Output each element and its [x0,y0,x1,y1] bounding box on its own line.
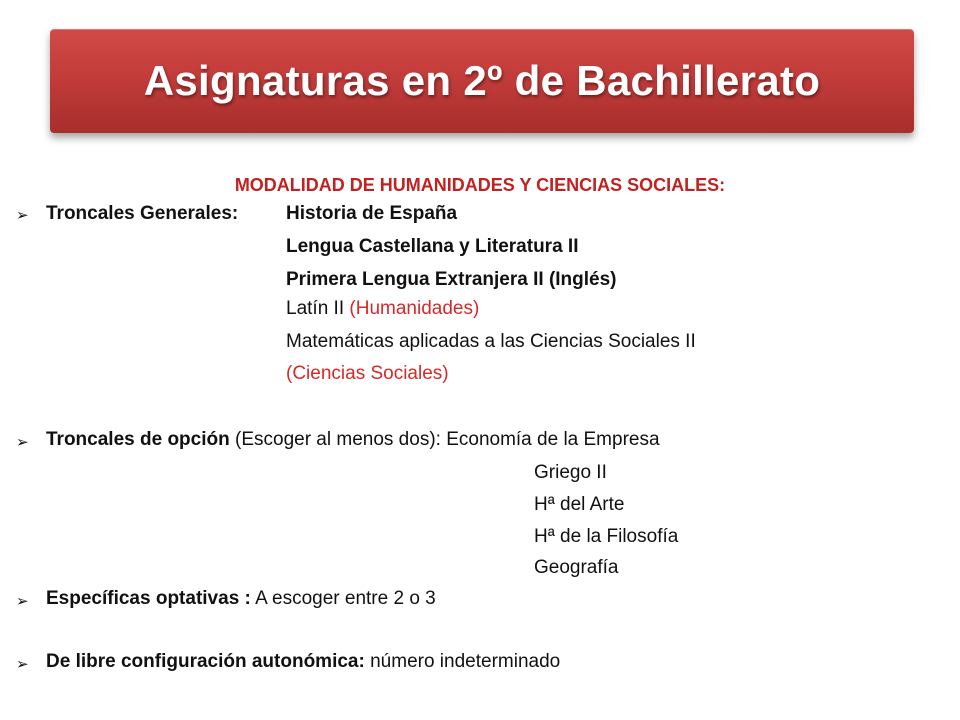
slide-title: Asignaturas en 2º de Bachillerato [143,57,821,104]
option-geografia: Geografía [534,557,619,578]
option-filosofia: Hª de la Filosofía [534,526,679,547]
option-arte: Hª del Arte [534,494,625,515]
subject-historia: Historia de España [286,203,458,224]
subject-latin [286,297,479,321]
especificas-label: Específicas optativas : [46,588,251,609]
bullet-arrow-icon: ➢ [16,656,29,673]
subject-latin-text: Latín II [286,298,345,319]
subject-lengua-castellana: Lengua Castellana y Literatura II [286,236,579,257]
troncales-opcion-label: Troncales de opción [46,429,230,450]
libre-label: De libre configuración autonómica: [46,651,365,672]
subject-matematicas-note: (Ciencias Sociales) [286,363,449,384]
bullet-arrow-icon: ➢ [16,593,29,610]
bullet-arrow-icon: ➢ [16,207,29,224]
modality-heading: MODALIDAD DE HUMANIDADES Y CIENCIAS SOCIALES: [234,175,726,195]
option-griego: Griego II [534,462,607,483]
libre-line [46,650,560,674]
bullet-arrow-icon: ➢ [16,434,29,451]
especificas-text: A escoger entre 2 o 3 [255,588,436,609]
subject-latin-note: (Humanidades) [349,298,480,319]
subject-primera-lengua: Primera Lengua Extranjera II (Inglés) [286,269,617,290]
troncales-opcion-line [46,428,660,452]
troncales-generales-label: Troncales Generales: [46,203,239,224]
subject-matematicas: Matemáticas aplicadas a las Ciencias Sociales II [286,331,696,352]
libre-text: número indeterminado [370,651,561,672]
troncales-opcion-instruction: (Escoger al menos dos): [235,429,441,450]
option-economia: Economía de la Empresa [446,429,660,450]
title-banner [50,29,914,133]
especificas-line [46,587,436,611]
